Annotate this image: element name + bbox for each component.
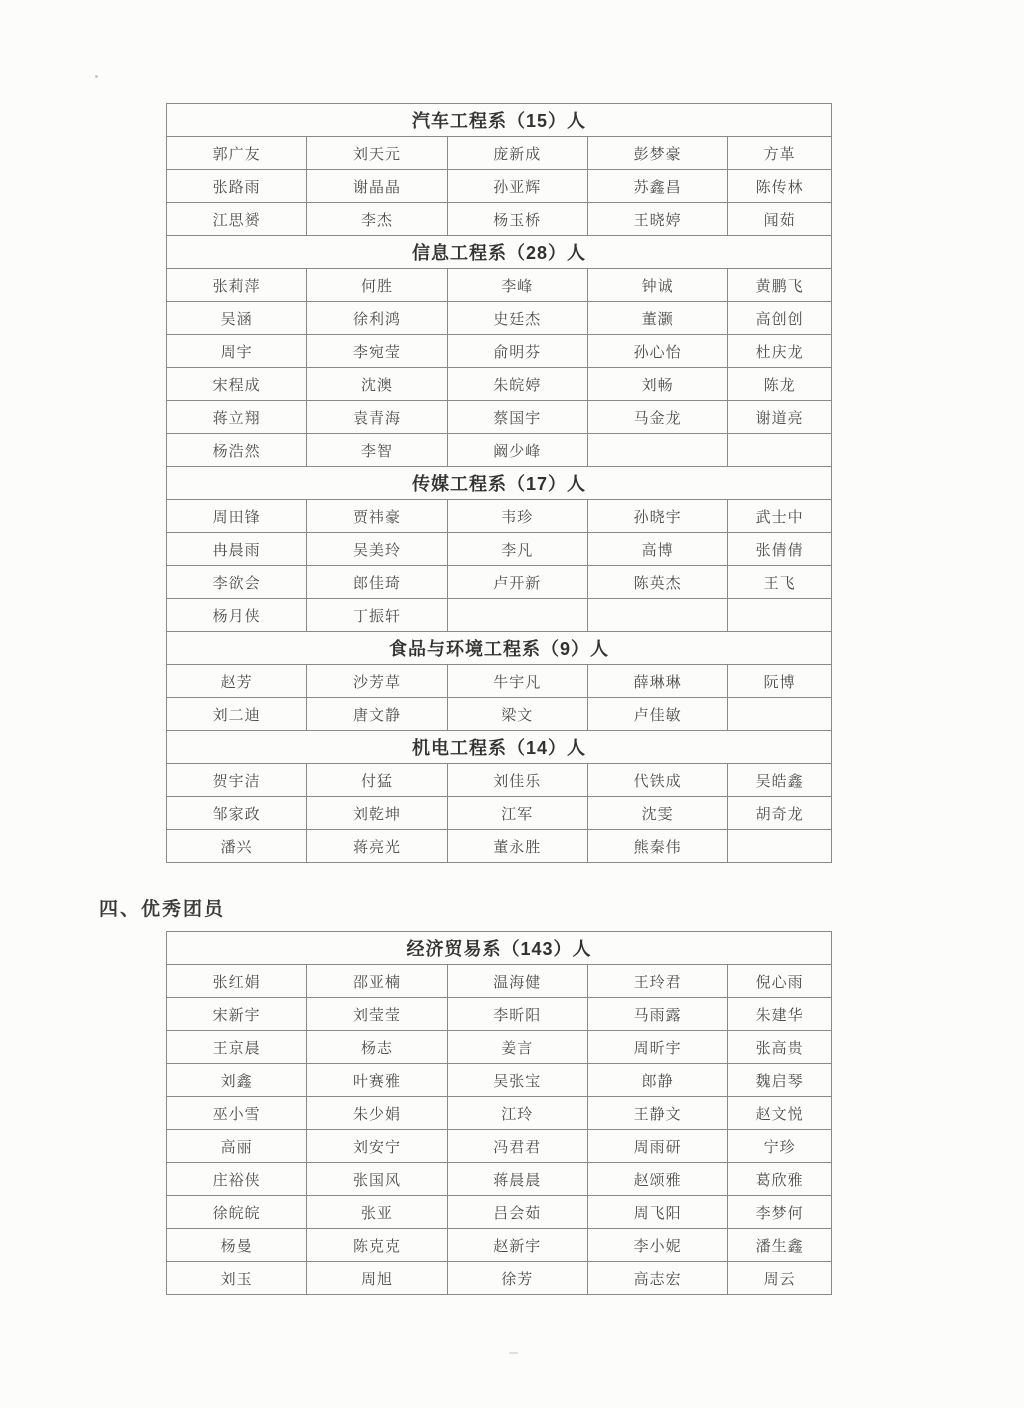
name-cell: 周宇 bbox=[167, 335, 307, 368]
name-cell: 朱建华 bbox=[728, 998, 832, 1031]
name-cell: 周飞阳 bbox=[587, 1196, 727, 1229]
table-row bbox=[167, 998, 832, 1031]
name-cell: 钟诚 bbox=[587, 269, 727, 302]
name-cell: 杨月侠 bbox=[167, 599, 307, 632]
name-cell: 徐芳 bbox=[447, 1262, 587, 1295]
name-cell: 高丽 bbox=[167, 1130, 307, 1163]
name-cell: 胡奇龙 bbox=[728, 797, 832, 830]
name-cell: 付猛 bbox=[307, 764, 447, 797]
name-cell: 阮博 bbox=[728, 665, 832, 698]
name-cell: 沈澳 bbox=[307, 368, 447, 401]
table-row bbox=[167, 368, 832, 401]
name-cell: 王玲君 bbox=[587, 965, 727, 998]
name-cell: 冉晨雨 bbox=[167, 533, 307, 566]
name-cell: 陈传林 bbox=[728, 170, 832, 203]
name-cell: 薛琳琳 bbox=[587, 665, 727, 698]
name-cell: 卢佳敏 bbox=[587, 698, 727, 731]
name-cell: 徐利鸿 bbox=[307, 302, 447, 335]
section-title-row bbox=[167, 731, 832, 764]
name-cell: 贺宇洁 bbox=[167, 764, 307, 797]
table-row bbox=[167, 566, 832, 599]
name-cell: 沈雯 bbox=[587, 797, 727, 830]
name-cell: 李凡 bbox=[447, 533, 587, 566]
scan-speck bbox=[509, 1352, 518, 1354]
name-cell: 张红娟 bbox=[167, 965, 307, 998]
table-row bbox=[167, 830, 832, 863]
name-cell: 江思赟 bbox=[167, 203, 307, 236]
name-cell: 温海健 bbox=[447, 965, 587, 998]
name-cell: 郎佳琦 bbox=[307, 566, 447, 599]
table-row bbox=[167, 1130, 832, 1163]
section-title: 食品与环境工程系（9）人 bbox=[167, 632, 832, 665]
table-row bbox=[167, 170, 832, 203]
name-cell: 刘玉 bbox=[167, 1262, 307, 1295]
table-row bbox=[167, 665, 832, 698]
table-row bbox=[167, 1097, 832, 1130]
name-cell: 谢道亮 bbox=[728, 401, 832, 434]
name-cell: 巫小雪 bbox=[167, 1097, 307, 1130]
name-cell: 蔡国宇 bbox=[447, 401, 587, 434]
name-cell: 丁振轩 bbox=[307, 599, 447, 632]
section-title: 汽车工程系（15）人 bbox=[167, 104, 832, 137]
outstanding-league-members-table bbox=[166, 931, 832, 1295]
name-cell: 史廷杰 bbox=[447, 302, 587, 335]
name-cell: 吴美玲 bbox=[307, 533, 447, 566]
section-title-row bbox=[167, 467, 832, 500]
name-cell: 孙心怡 bbox=[587, 335, 727, 368]
name-cell: 马雨露 bbox=[587, 998, 727, 1031]
name-cell: 李杰 bbox=[307, 203, 447, 236]
name-cell: 潘兴 bbox=[167, 830, 307, 863]
empty-cell bbox=[587, 434, 727, 467]
name-cell: 高创创 bbox=[728, 302, 832, 335]
name-cell: 叶赛雅 bbox=[307, 1064, 447, 1097]
name-cell: 徐皖皖 bbox=[167, 1196, 307, 1229]
table-row bbox=[167, 599, 832, 632]
name-cell: 吴涵 bbox=[167, 302, 307, 335]
name-cell: 刘莹莹 bbox=[307, 998, 447, 1031]
name-cell: 宁珍 bbox=[728, 1130, 832, 1163]
empty-cell bbox=[447, 599, 587, 632]
name-cell: 李宛莹 bbox=[307, 335, 447, 368]
name-cell: 高志宏 bbox=[587, 1262, 727, 1295]
name-cell: 蒋亮光 bbox=[307, 830, 447, 863]
name-cell: 张莉萍 bbox=[167, 269, 307, 302]
table-row bbox=[167, 203, 832, 236]
empty-cell bbox=[728, 599, 832, 632]
name-cell: 张高贵 bbox=[728, 1031, 832, 1064]
name-cell: 蒋晨晨 bbox=[447, 1163, 587, 1196]
name-cell: 沙芳草 bbox=[307, 665, 447, 698]
name-cell: 孙亚辉 bbox=[447, 170, 587, 203]
name-cell: 陈克克 bbox=[307, 1229, 447, 1262]
name-cell: 周田锋 bbox=[167, 500, 307, 533]
table-row bbox=[167, 1163, 832, 1196]
name-cell: 张国风 bbox=[307, 1163, 447, 1196]
name-cell: 吴张宝 bbox=[447, 1064, 587, 1097]
section-title-row bbox=[167, 932, 832, 965]
name-cell: 潘生鑫 bbox=[728, 1229, 832, 1262]
name-cell: 赵芳 bbox=[167, 665, 307, 698]
table-row bbox=[167, 137, 832, 170]
empty-cell bbox=[728, 698, 832, 731]
name-cell: 杜庆龙 bbox=[728, 335, 832, 368]
name-cell: 唐文静 bbox=[307, 698, 447, 731]
name-cell: 苏鑫昌 bbox=[587, 170, 727, 203]
name-cell: 邹家政 bbox=[167, 797, 307, 830]
name-cell: 宋新宇 bbox=[167, 998, 307, 1031]
name-cell: 方革 bbox=[728, 137, 832, 170]
name-cell: 熊秦伟 bbox=[587, 830, 727, 863]
section-title-row bbox=[167, 236, 832, 269]
name-cell: 董永胜 bbox=[447, 830, 587, 863]
name-cell: 杨玉桥 bbox=[447, 203, 587, 236]
name-cell: 赵新宇 bbox=[447, 1229, 587, 1262]
name-cell: 周旭 bbox=[307, 1262, 447, 1295]
name-cell: 周云 bbox=[728, 1262, 832, 1295]
name-cell: 庞新成 bbox=[447, 137, 587, 170]
name-cell: 李峰 bbox=[447, 269, 587, 302]
table-row bbox=[167, 533, 832, 566]
table-row bbox=[167, 698, 832, 731]
name-cell: 贾祎豪 bbox=[307, 500, 447, 533]
name-cell: 陈英杰 bbox=[587, 566, 727, 599]
name-cell: 阚少峰 bbox=[447, 434, 587, 467]
scan-speck bbox=[95, 75, 98, 78]
name-cell: 谢晶晶 bbox=[307, 170, 447, 203]
name-cell: 闻茹 bbox=[728, 203, 832, 236]
name-cell: 蒋立翔 bbox=[167, 401, 307, 434]
name-cell: 刘鑫 bbox=[167, 1064, 307, 1097]
table-row bbox=[167, 1031, 832, 1064]
name-cell: 王京晨 bbox=[167, 1031, 307, 1064]
name-cell: 江玲 bbox=[447, 1097, 587, 1130]
table-row bbox=[167, 797, 832, 830]
name-cell: 黄鹏飞 bbox=[728, 269, 832, 302]
name-cell: 武士中 bbox=[728, 500, 832, 533]
name-cell: 卢开新 bbox=[447, 566, 587, 599]
name-cell: 代铁成 bbox=[587, 764, 727, 797]
table-row bbox=[167, 764, 832, 797]
name-cell: 牛宇凡 bbox=[447, 665, 587, 698]
name-cell: 刘畅 bbox=[587, 368, 727, 401]
name-cell: 刘天元 bbox=[307, 137, 447, 170]
name-cell: 陈龙 bbox=[728, 368, 832, 401]
name-cell: 宋程成 bbox=[167, 368, 307, 401]
name-cell: 俞明芬 bbox=[447, 335, 587, 368]
name-cell: 庄裕侠 bbox=[167, 1163, 307, 1196]
empty-cell bbox=[587, 599, 727, 632]
name-cell: 何胜 bbox=[307, 269, 447, 302]
name-cell: 赵颂雅 bbox=[587, 1163, 727, 1196]
empty-cell bbox=[728, 434, 832, 467]
name-cell: 吴皓鑫 bbox=[728, 764, 832, 797]
section-title: 信息工程系（28）人 bbox=[167, 236, 832, 269]
name-cell: 李梦何 bbox=[728, 1196, 832, 1229]
table-row bbox=[167, 1229, 832, 1262]
name-cell: 马金龙 bbox=[587, 401, 727, 434]
name-cell: 刘佳乐 bbox=[447, 764, 587, 797]
name-cell: 杨志 bbox=[307, 1031, 447, 1064]
section-title: 传媒工程系（17）人 bbox=[167, 467, 832, 500]
name-cell: 刘安宁 bbox=[307, 1130, 447, 1163]
name-cell: 杨浩然 bbox=[167, 434, 307, 467]
name-cell: 袁青海 bbox=[307, 401, 447, 434]
name-cell: 吕会茹 bbox=[447, 1196, 587, 1229]
name-cell: 郎静 bbox=[587, 1064, 727, 1097]
section-heading-outstanding-league-members: 四、优秀团员 bbox=[99, 899, 226, 920]
name-cell: 魏启琴 bbox=[728, 1064, 832, 1097]
name-cell: 张倩倩 bbox=[728, 533, 832, 566]
name-cell: 周昕宇 bbox=[587, 1031, 727, 1064]
table-row bbox=[167, 335, 832, 368]
name-cell: 刘乾坤 bbox=[307, 797, 447, 830]
table-row bbox=[167, 401, 832, 434]
name-cell: 周雨研 bbox=[587, 1130, 727, 1163]
name-cell: 张路雨 bbox=[167, 170, 307, 203]
name-cell: 杨曼 bbox=[167, 1229, 307, 1262]
name-cell: 王静文 bbox=[587, 1097, 727, 1130]
name-cell: 朱皖婷 bbox=[447, 368, 587, 401]
table-row bbox=[167, 1064, 832, 1097]
name-cell: 李小妮 bbox=[587, 1229, 727, 1262]
engineering-departments-award-table bbox=[166, 103, 832, 863]
empty-cell bbox=[728, 830, 832, 863]
name-cell: 赵文悦 bbox=[728, 1097, 832, 1130]
name-cell: 倪心雨 bbox=[728, 965, 832, 998]
name-cell: 孙晓宇 bbox=[587, 500, 727, 533]
name-cell: 刘二迪 bbox=[167, 698, 307, 731]
table-row bbox=[167, 965, 832, 998]
name-cell: 李智 bbox=[307, 434, 447, 467]
name-cell: 王晓婷 bbox=[587, 203, 727, 236]
section-title: 经济贸易系（143）人 bbox=[167, 932, 832, 965]
table-row bbox=[167, 1196, 832, 1229]
name-cell: 郭广友 bbox=[167, 137, 307, 170]
section-title-row bbox=[167, 632, 832, 665]
table-row bbox=[167, 1262, 832, 1295]
section-title-row bbox=[167, 104, 832, 137]
name-cell: 高博 bbox=[587, 533, 727, 566]
name-cell: 江军 bbox=[447, 797, 587, 830]
table-row bbox=[167, 434, 832, 467]
table-row bbox=[167, 269, 832, 302]
name-cell: 梁文 bbox=[447, 698, 587, 731]
name-cell: 王飞 bbox=[728, 566, 832, 599]
name-cell: 邵亚楠 bbox=[307, 965, 447, 998]
name-cell: 李昕阳 bbox=[447, 998, 587, 1031]
table-row bbox=[167, 302, 832, 335]
name-cell: 张亚 bbox=[307, 1196, 447, 1229]
section-title: 机电工程系（14）人 bbox=[167, 731, 832, 764]
name-cell: 葛欣雅 bbox=[728, 1163, 832, 1196]
name-cell: 冯君君 bbox=[447, 1130, 587, 1163]
name-cell: 彭梦豪 bbox=[587, 137, 727, 170]
name-cell: 姜言 bbox=[447, 1031, 587, 1064]
table-row bbox=[167, 500, 832, 533]
name-cell: 朱少娟 bbox=[307, 1097, 447, 1130]
name-cell: 董灏 bbox=[587, 302, 727, 335]
name-cell: 韦珍 bbox=[447, 500, 587, 533]
name-cell: 李欲会 bbox=[167, 566, 307, 599]
